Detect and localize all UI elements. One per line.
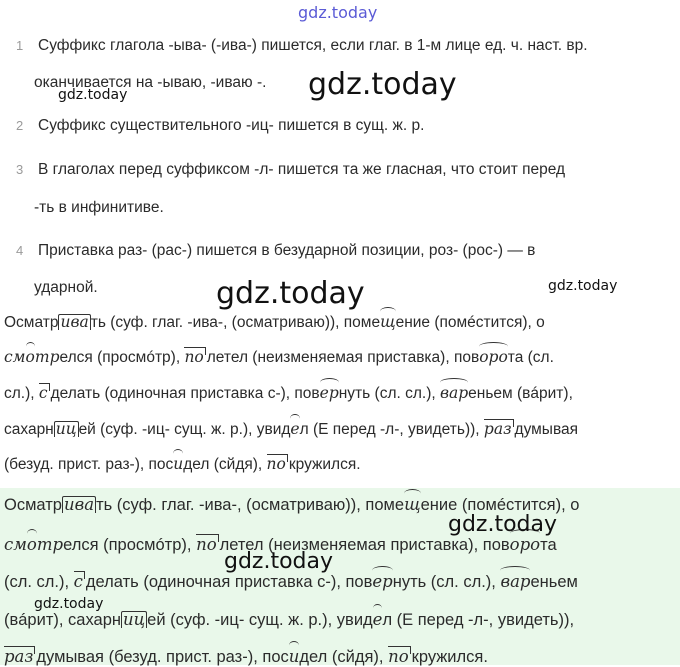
rule-number: 1 (16, 38, 24, 53)
rule-text: оканчивается на -ываю, -иваю -. (34, 74, 267, 91)
rule-text: Приставка раз- (рас-) пишется в безударной позиции, роз- (рос-) — в (38, 242, 536, 259)
rule-3 (0, 160, 680, 220)
answer-line: Осматр ива ть (суф. глаг. -ива-, (осматриваю)), помещение (помéстится), о (4, 313, 545, 331)
answer-line: (вáрит), сахарн иц ей (суф. -иц- сущ. ж. р.), увидел (Е перед -л-, увидеть)), (4, 610, 575, 629)
watermark-top: gdz.today (298, 3, 378, 22)
answer-line: сахарн иц ей (суф. -иц- сущ. ж. р.), увидел (Е перед -л-, увидеть)), раз думывая (4, 420, 579, 438)
watermark: gdz.today (448, 512, 558, 537)
watermark: gdz.today (224, 549, 334, 574)
watermark: gdz.today (34, 596, 104, 612)
rule-number: 3 (16, 162, 24, 177)
watermark: gdz.today (548, 278, 618, 294)
watermark: gdz.today (216, 276, 365, 311)
rule-text: Суффикс глагола -ыва- (-ива-) пишется, если глаг. в 1-м лице ед. ч. наст. вр. (38, 37, 588, 54)
answer-paragraph (4, 313, 676, 483)
rule-text: ударной. (34, 279, 98, 296)
rule-number: 4 (16, 243, 24, 258)
watermark: gdz.today (58, 87, 128, 103)
answer-line: смотрелся (просмóтр), по летел (неизменяемая приставка), поворота (4, 535, 557, 554)
answer-line: (сл. сл.), с делать (одиночная приставка с-), повернуть (сл. сл.), вареньем (4, 572, 578, 591)
answer-line: (безуд. прист. раз-), посидел (сйдя), по кружился. (4, 455, 361, 473)
rule-number: 2 (16, 118, 24, 133)
answer-line: сл.), с делать (одиночная приставка с-), повернуть (сл. сл.), вареньем (вáрит), (4, 384, 573, 402)
rule-2 (0, 116, 680, 138)
highlighted-answer-paragraph (4, 495, 676, 665)
answer-line: раз думывая (безуд. прист. раз-), посидел (сйдя), по кружился. (4, 647, 488, 666)
answer-line: смотрелся (просмóтр), по летел (неизменяемая приставка), поворота (сл. (4, 348, 554, 366)
watermark: gdz.today (308, 67, 457, 102)
rule-text: Суффикс существительного -иц- пишется в сущ. ж. р. (38, 117, 425, 134)
rule-text: -ть в инфинитиве. (34, 199, 164, 216)
answer-line: Осматр ива ть (суф. глаг. -ива-, (осматриваю)), помещение (помéстится), о (4, 495, 580, 514)
rule-text: В глаголах перед суффиксом -л- пишется та же гласная, что стоит перед (38, 161, 566, 178)
